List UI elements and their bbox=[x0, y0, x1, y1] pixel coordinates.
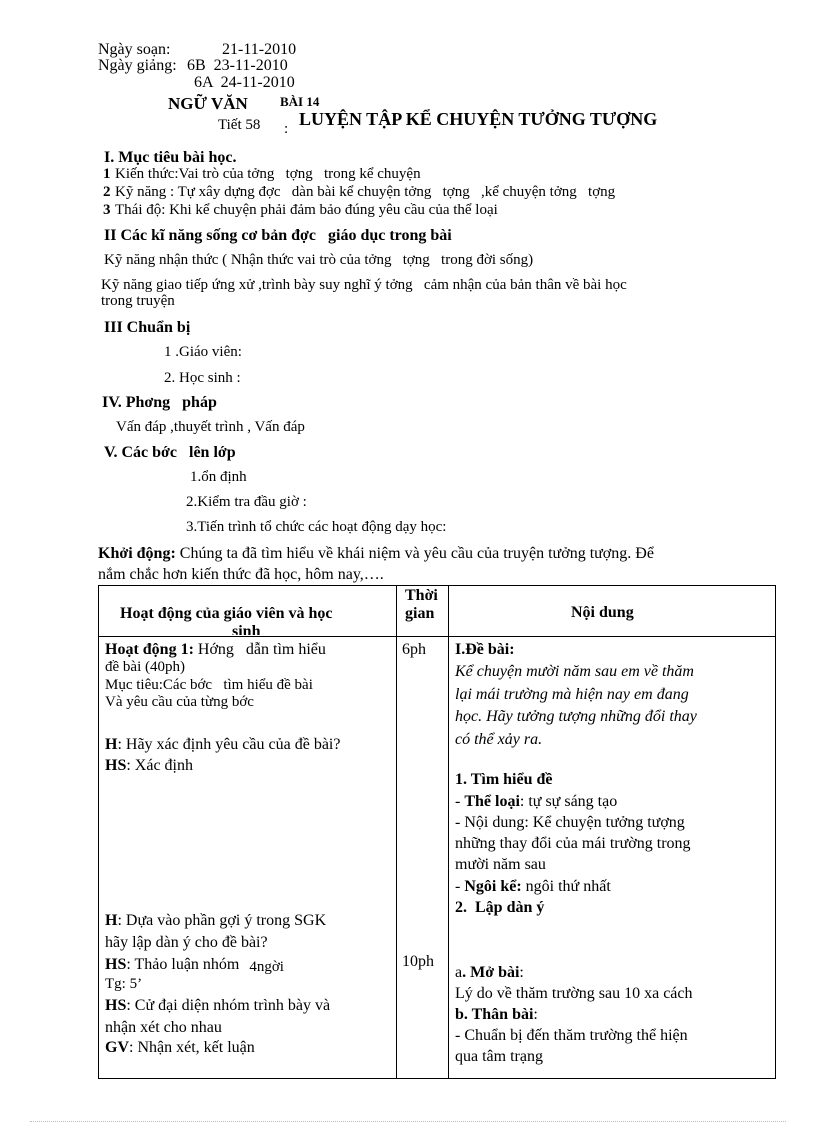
time-6ph: 6ph bbox=[402, 641, 426, 658]
question-2-label: H bbox=[105, 912, 118, 929]
ngoi-ke-line bbox=[455, 879, 611, 895]
teach-date-label: Ngày giảng: bbox=[98, 57, 177, 74]
procedure-step-2: 2.Kiểm tra đầu giờ : bbox=[186, 494, 307, 510]
activity-1-line bbox=[105, 642, 326, 658]
intro-line-1 bbox=[98, 546, 654, 562]
prep-date-value: 21-11-2010 bbox=[222, 41, 297, 58]
question-2-text: : Dựa vào phần gợi ý trong SGK bbox=[117, 912, 327, 929]
lesson-title: LUYỆN TẬP KỂ CHUYỆN TƯỞNG TƯỢNG bbox=[299, 109, 658, 129]
teacher-conclusion bbox=[105, 1040, 255, 1056]
than-bai-line bbox=[455, 1007, 538, 1023]
table-header-row bbox=[99, 586, 776, 637]
mo-bai-label: . Mở bài bbox=[462, 964, 520, 981]
than-bai-line-1: - Chuẩn bị đến thăm trường thể hiện bbox=[455, 1027, 688, 1044]
header-time-line1: Thời bbox=[405, 587, 438, 604]
life-skill-awareness: Kỹ năng nhận thức ( Nhận thức vai trò của tởng tợng trong đời sống) bbox=[104, 252, 534, 268]
activity-1-objective: Mục tiêu:Các bớc tìm hiểu đề bài bbox=[105, 677, 313, 693]
the-loai-line bbox=[455, 794, 617, 810]
header-time bbox=[397, 586, 449, 637]
life-skill-communication-cont: trong truyện bbox=[101, 293, 175, 309]
header-content bbox=[449, 586, 776, 637]
activity-1-requirement: Và yêu cầu của từng bớc bbox=[105, 694, 254, 710]
procedure-step-1: 1.ổn định bbox=[190, 469, 247, 485]
de-bai-line-4: có thể xảy ra. bbox=[455, 731, 543, 748]
mo-bai-line bbox=[455, 965, 524, 981]
the-loai-text: : tự sự sáng tạo bbox=[519, 793, 618, 810]
than-bai-label: b. Thân bài bbox=[455, 1006, 534, 1023]
methods-text: Vấn đáp ,thuyết trình , Vấn đáp bbox=[116, 419, 305, 435]
student-response-1 bbox=[105, 758, 193, 774]
the-loai-label: Thể loại bbox=[464, 793, 520, 810]
than-bai-line-2: qua tâm trạng bbox=[455, 1048, 543, 1065]
preparation-heading: III Chuẩn bị bbox=[104, 319, 191, 336]
table-row bbox=[99, 637, 776, 1079]
teacher-label: GV bbox=[105, 1039, 129, 1056]
objective-3-number: 3 bbox=[103, 202, 111, 218]
student-response-2 bbox=[105, 957, 284, 973]
lesson-table bbox=[98, 585, 776, 1079]
ngoi-ke-prefix: - bbox=[455, 878, 465, 895]
header-activities-line1: Hoạt động của giáo viên và học bbox=[120, 605, 333, 622]
intro-label: Khởi động: bbox=[98, 545, 176, 562]
lesson-number: BÀI 14 bbox=[280, 94, 320, 109]
student-2-label: HS bbox=[105, 956, 127, 973]
time-cell bbox=[397, 637, 449, 1079]
procedure-heading: V. Các bớc lên lớp bbox=[104, 444, 236, 461]
procedure-step-3: 3.Tiến trình tổ chức các hoạt động dạy học: bbox=[186, 519, 447, 535]
noi-dung-line-3: mười năm sau bbox=[455, 856, 546, 873]
student-3-label: HS bbox=[105, 997, 127, 1014]
noi-dung-line-2: những thay đổi của mái trường trong bbox=[455, 835, 691, 852]
teacher-text: : Nhận xét, kết luận bbox=[129, 1039, 255, 1056]
header-activities-line2: sinh bbox=[232, 624, 261, 635]
question-1-label: H bbox=[105, 736, 118, 753]
prep-student: 2. Học sinh : bbox=[164, 370, 241, 386]
intro-text-1: Chúng ta đã tìm hiểu về khái niệm và yêu cầu của truyện tưởng tượng. Để bbox=[179, 545, 654, 562]
the-loai-prefix: - bbox=[455, 793, 465, 810]
student-response-3 bbox=[105, 998, 330, 1014]
activity-1-duration: đề bài (40ph) bbox=[105, 659, 185, 675]
mo-bai-colon: : bbox=[519, 964, 524, 981]
student-2-group: 4ngời bbox=[249, 959, 284, 975]
header-time-line2: gian bbox=[405, 605, 435, 622]
activity-1-label: Hoạt động 1: bbox=[105, 641, 194, 658]
methods-heading: IV. Phơng pháp bbox=[102, 394, 217, 411]
student-response-3-cont: nhận xét cho nhau bbox=[105, 1019, 222, 1036]
page-bottom-divider bbox=[30, 1121, 786, 1122]
prep-teacher: 1 .Giáo viên: bbox=[164, 344, 242, 360]
ngoi-ke-label: Ngôi kể: bbox=[464, 878, 522, 895]
student-2-text: : Thảo luận nhóm bbox=[126, 956, 240, 973]
question-1 bbox=[105, 737, 340, 753]
mo-bai-text: Lý do về thăm trường sau 10 xa cách bbox=[455, 985, 693, 1002]
question-2-cont: hãy lập dàn ý cho đề bài? bbox=[105, 934, 268, 951]
de-bai-heading: I.Đề bài: bbox=[455, 641, 515, 658]
life-skills-heading: II Các kĩ năng sống cơ bản đợc giáo dục trong bài bbox=[104, 227, 452, 244]
period-colon: : bbox=[284, 121, 289, 137]
mo-bai-prefix: a bbox=[455, 964, 463, 981]
objective-1-number: 1 bbox=[103, 166, 111, 182]
period-label: Tiết 58 bbox=[218, 117, 261, 133]
intro-text-2: nắm chắc hơn kiến thức đã học, hôm nay,…. bbox=[98, 566, 384, 583]
question-1-text: : Hãy xác định yêu cầu của đề bài? bbox=[117, 736, 341, 753]
objective-1-text: Kiến thức:Vai trò của tởng tợng trong kể chuyện bbox=[115, 166, 421, 182]
de-bai-line-2: lại mái trường mà hiện nay em đang bbox=[455, 686, 689, 703]
student-3-text: : Cử đại diện nhóm trình bày và bbox=[126, 997, 331, 1014]
objectives-heading: I. Mục tiêu bài học. bbox=[104, 149, 237, 166]
student-1-text: : Xác định bbox=[126, 757, 193, 774]
objective-2-number: 2 bbox=[103, 184, 111, 200]
objective-3-text: Thái độ: Khi kể chuyện phải đảm bảo đúng yêu cầu của thể loại bbox=[115, 202, 498, 218]
time-10ph: 10ph bbox=[402, 953, 434, 970]
tim-hieu-heading: 1. Tìm hiểu đề bbox=[455, 771, 553, 788]
life-skill-communication: Kỹ năng giao tiếp ứng xử ,trình bày suy nghĩ ý tởng cảm nhận của bản thân về bài học bbox=[101, 277, 627, 293]
teach-date-6b: 6B 23-11-2010 bbox=[187, 57, 288, 74]
ngoi-ke-text: ngôi thứ nhất bbox=[525, 878, 611, 895]
header-activities bbox=[99, 586, 397, 637]
than-bai-colon: : bbox=[533, 1006, 538, 1023]
student-1-label: HS bbox=[105, 757, 127, 774]
activity-1-text: Hớng dẫn tìm hiểu bbox=[197, 641, 326, 658]
time-allotment: Tg: 5’ bbox=[105, 976, 143, 992]
question-2 bbox=[105, 913, 326, 929]
prep-date-label: Ngày soạn: bbox=[98, 41, 171, 58]
activities-cell bbox=[99, 637, 397, 1079]
objective-2-text: Kỹ năng : Tự xây dựng đợc dàn bài kể chuyện tởng tợng ,kể chuyện tởng tợng bbox=[115, 184, 616, 200]
subject-title: NGỮ VĂN bbox=[168, 94, 248, 113]
teach-date-6a: 6A 24-11-2010 bbox=[194, 74, 295, 91]
content-cell bbox=[449, 637, 776, 1079]
lap-dan-y-heading: 2. Lập dàn ý bbox=[455, 899, 545, 916]
header-content-text: Nội dung bbox=[571, 604, 634, 621]
de-bai-line-3: học. Hãy tưởng tượng những đổi thay bbox=[455, 708, 697, 725]
noi-dung-line-1: - Nội dung: Kể chuyện tưởng tượng bbox=[455, 814, 685, 831]
de-bai-line-1: Kể chuyện mười năm sau em về thăm bbox=[455, 663, 694, 680]
